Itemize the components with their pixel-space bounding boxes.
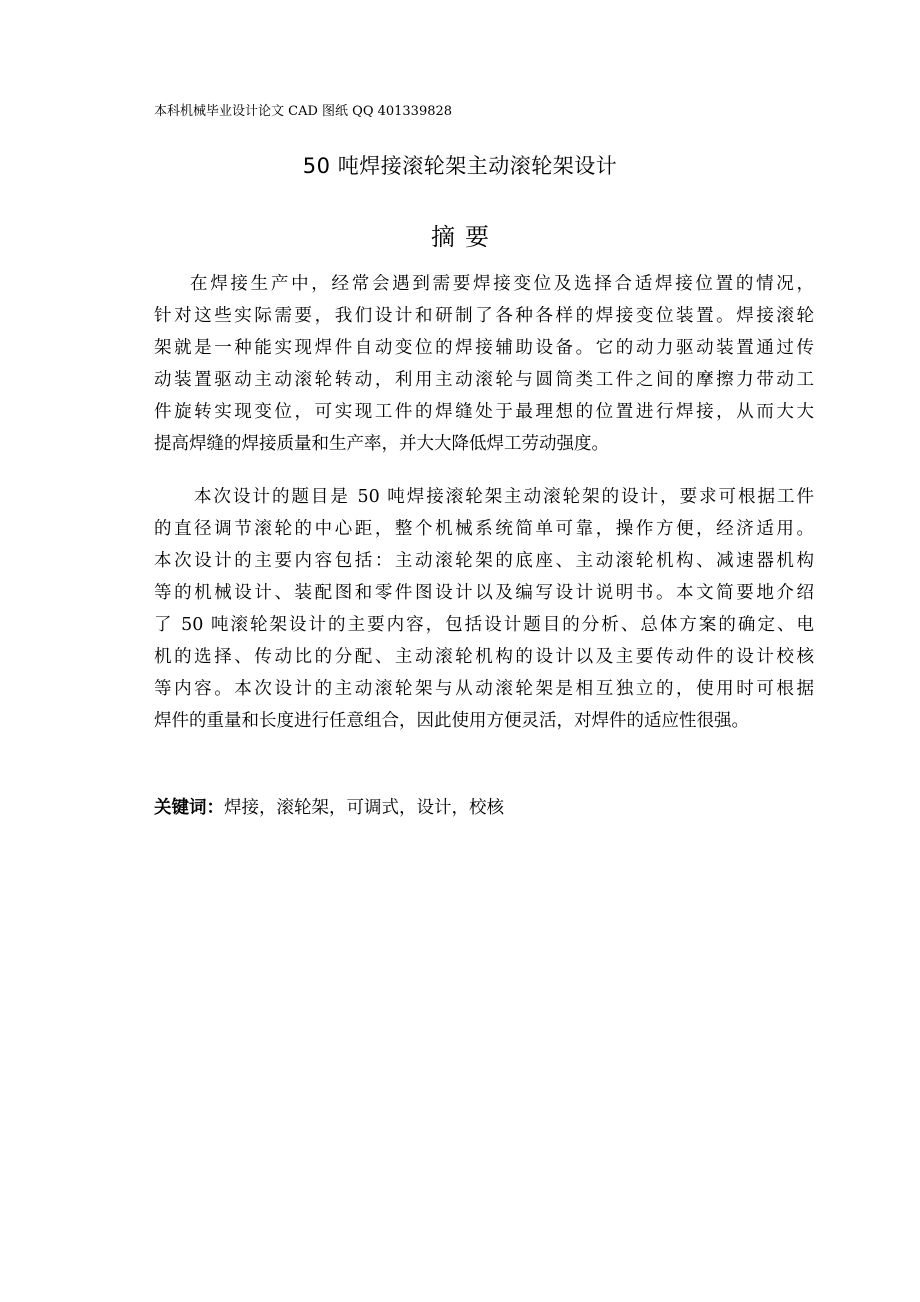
paragraph-line: 本次设计的题目是 50 吨焊接滚轮架主动滚轮架的设计，要求可根据工件 — [194, 487, 814, 507]
abstract-heading: 摘要 — [431, 223, 499, 251]
document-title: 50 吨焊接滚轮架主动滚轮架设计 — [302, 154, 618, 178]
running-header: 本科机械毕业设计论文 CAD 图纸 QQ 401339828 — [154, 104, 453, 119]
abstract-paragraph-1 — [154, 268, 814, 460]
paragraph-line: 针对这些实际需要，我们设计和研制了各种各样的焊接变位装置。焊接滚轮 — [154, 306, 814, 326]
paragraph-line: 架就是一种能实现焊件自动变位的焊接辅助设备。它的动力驱动装置通过传 — [154, 338, 814, 358]
paragraph-line: 提高焊缝的焊接质量和生产率，并大大降低焊工劳动强度。 — [154, 434, 609, 454]
paragraph-line: 等内容。本次设计的主动滚轮架与从动滚轮架是相互独立的，使用时可根据 — [154, 679, 814, 699]
paragraph-line: 了 50 吨滚轮架设计的主要内容，包括设计题目的分析、总体方案的确定、电 — [154, 615, 814, 635]
keywords-value: 焊接，滚轮架，可调式，设计，校核 — [224, 798, 504, 818]
paragraph-line: 的直径调节滚轮的中心距，整个机械系统简单可靠，操作方便，经济适用。 — [154, 519, 814, 539]
keywords-label: 关键词： — [154, 798, 224, 818]
paragraph-line: 动装置驱动主动滚轮转动，利用主动滚轮与圆筒类工件之间的摩擦力带动工 — [154, 370, 814, 390]
paragraph-line: 机的选择、传动比的分配、主动滚轮机构的设计以及主要传动件的设计校核 — [154, 647, 814, 667]
keywords-line — [154, 792, 504, 824]
paragraph-line: 焊件的重量和长度进行任意组合，因此使用方便灵活，对焊件的适应性很强。 — [154, 711, 749, 731]
paragraph-line: 等的机械设计、装配图和零件图设计以及编写设计说明书。本文简要地介绍 — [154, 583, 814, 603]
paragraph-line: 本次设计的主要内容包括：主动滚轮架的底座、主动滚轮机构、减速器机构 — [154, 551, 814, 571]
paragraph-line: 在焊接生产中，经常会遇到需要焊接变位及选择合适焊接位置的情况， — [190, 274, 814, 294]
paragraph-line: 件旋转实现变位，可实现工件的焊缝处于最理想的位置进行焊接，从而大大 — [154, 402, 814, 422]
abstract-paragraph-2 — [154, 481, 814, 737]
